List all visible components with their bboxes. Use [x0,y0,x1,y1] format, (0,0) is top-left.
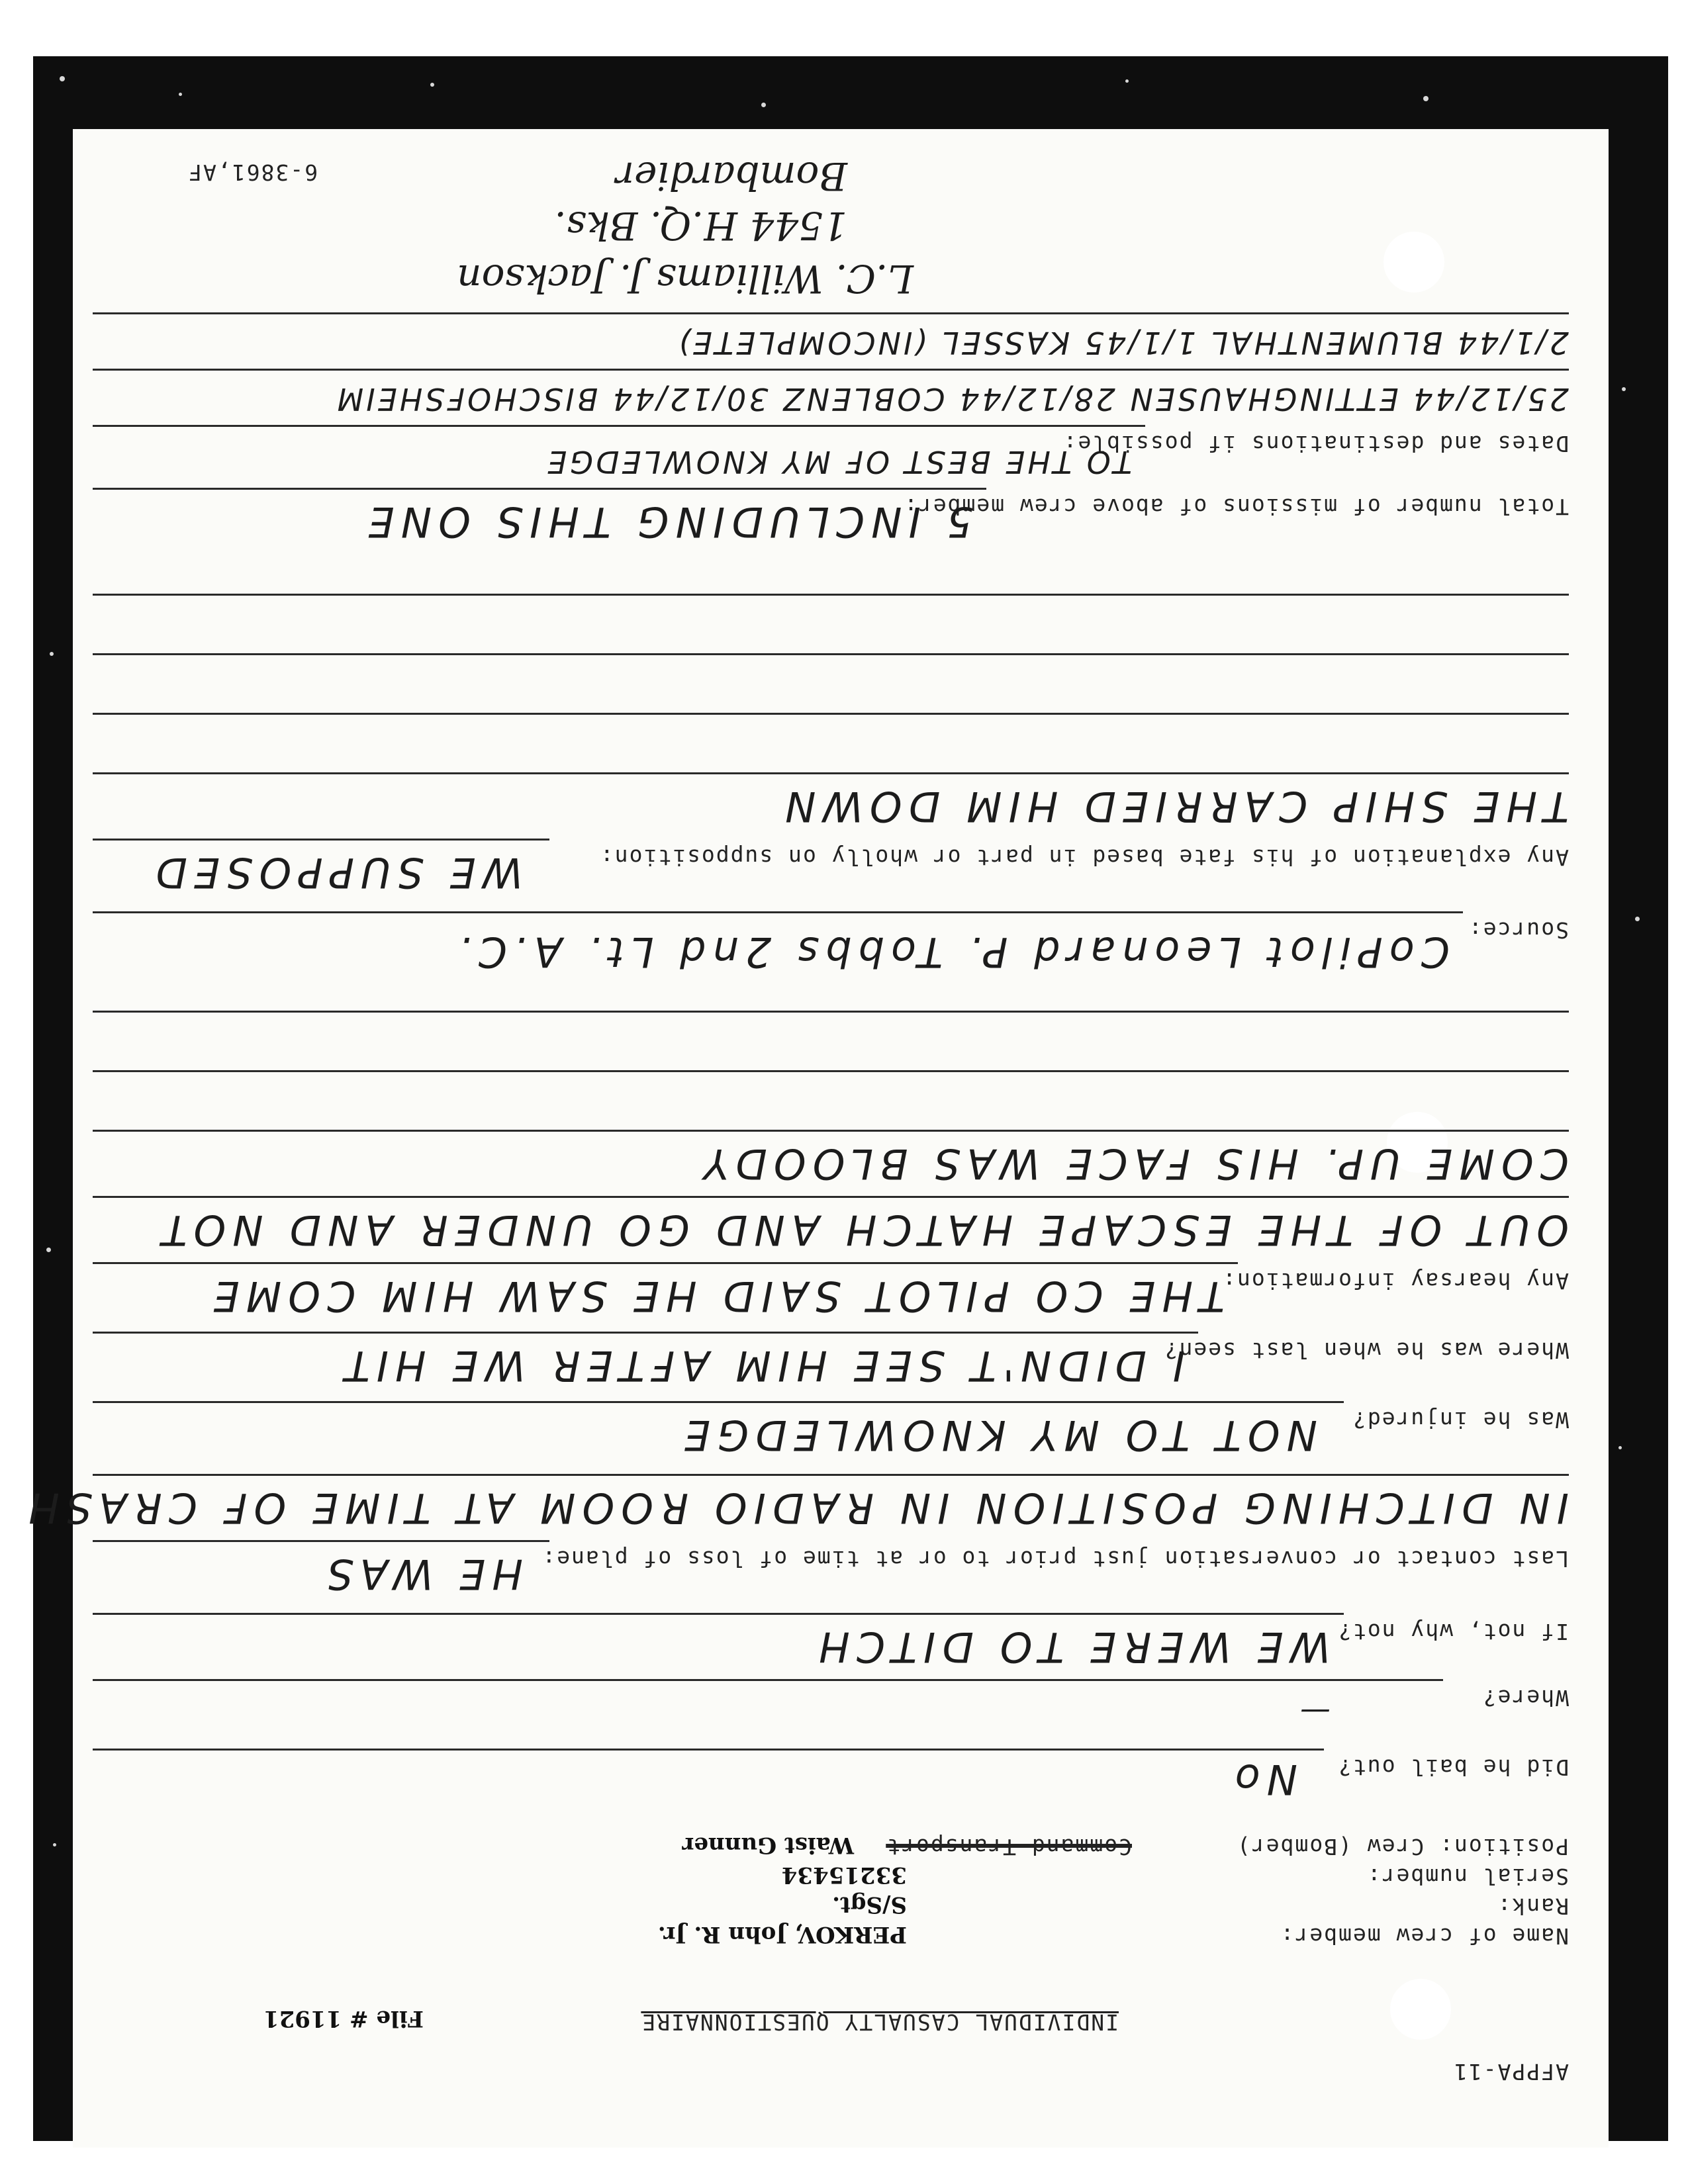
injured-label: Was he injured? [1351,1407,1569,1433]
bail-out-label: Did he bail out? [1337,1754,1569,1780]
answer-line [93,1474,1569,1476]
dates-answer-line-2: 2/1/44 BLUMENTHAL 1/1/45 KASSEL (INCOMPLETE) [676,325,1569,361]
answer-line [93,1540,549,1542]
answer-line [93,839,549,841]
hearsay-answer-3: COME UP. HIS FACE WAS BLOODY [697,1140,1569,1188]
position-label: Position: Crew (Bomber) [1236,1834,1569,1860]
form-title: INDIVIDUAL CASUALTY QUESTIONNAIRE [641,2009,1119,2035]
dates-answer-line-1: 25/12/44 ETTINGHAUSEN 28/12/44 COBLENZ 30/12/44 BISCHOFSHEIM [334,381,1569,417]
last-seen-answer: I DIDN'T SEE HIM AFTER WE HIT [338,1342,1185,1390]
answer-line [93,653,1569,655]
last-seen-label: Where was he when last seen? [1163,1338,1569,1363]
position-value: Waist Gunner [682,1832,854,1858]
answer-line [93,594,1569,596]
serial-label: Serial number: [1366,1864,1569,1889]
serial-value: 33215434 [781,1862,907,1888]
explanation-answer-1: WE SUPPOSED [149,848,523,897]
crew-name-value: PERKOV, John R. Jr. [657,1921,907,1948]
file-number-stamp: File # 11921 [263,2005,424,2032]
explanation-label: Any explanation of his fate based in part or wholly on supposition: [598,844,1569,870]
answer-line [93,1262,1238,1264]
last-contact-answer-2: IN DITCHING POSITION IN RADIO ROOM AT TIME OF CRASH [22,1484,1569,1532]
injured-answer: NOT TO MY KNOWLEDGE [677,1411,1317,1459]
answer-line [93,911,1463,913]
last-contact-label: Last contact or conversation just prior to or at time of loss of plane: [541,1546,1569,1572]
source-label: Source: [1467,917,1569,943]
answer-line [93,1332,1198,1334]
dates-label: Dates and destinations if possible: [1062,431,1569,457]
source-answer: CoPilot Leonard P. Tobbs 2nd Lt. A.C. [452,928,1450,976]
why-not-answer: WE WERE TO DITCH [812,1623,1331,1671]
signature: L.C. Williams J. Jackson [457,256,914,301]
answer-line [93,369,1569,371]
answer-line [93,425,1145,427]
position-struck-text: Command Transport [886,1834,1132,1860]
form-id: AFPPA-11 [1453,2059,1569,2085]
crew-name-label: Name of crew member: [1279,1923,1569,1949]
hearsay-label: Any hearsay information: [1221,1268,1569,1294]
answer-line [93,1401,1344,1403]
questionnaire-page [22,129,1609,2148]
answer-line [93,772,1569,774]
upside-down-form [22,129,1609,2148]
where-answer: — [1297,1695,1331,1731]
answer-line [93,1749,1324,1751]
signature-role: Bombardier [616,154,847,199]
hearsay-answer-2: OUT OF THE ESCAPE HATCH AND GO UNDER AND NOT [155,1206,1569,1254]
explanation-answer-2: THE SHIP CARRIED HIM DOWN [778,782,1569,831]
last-contact-answer-1: HE WAS [320,1550,523,1598]
answer-line [93,1613,1344,1615]
answer-line [93,312,1569,314]
rank-label: Rank: [1496,1893,1569,1919]
where-label: Where? [1481,1685,1569,1711]
answer-line [93,1070,1569,1072]
why-not-label: If not, why not? [1337,1619,1569,1645]
footer-form-code: 6-3861,AF [187,159,318,185]
answer-line [93,713,1569,715]
missions-total-label: Total number of missions of above crew member: [903,494,1569,520]
rank-value: S/Sgt. [832,1891,907,1918]
bail-out-answer: No [1228,1755,1297,1803]
hearsay-answer-1: THE CO PILOT SAID HE SAW HIM COME [207,1272,1225,1320]
answer-line [93,1011,1569,1013]
answer-line [93,1130,1569,1132]
answer-line [93,488,986,490]
answer-line [93,1196,1569,1198]
signature-unit: 1544 H.Q. Bks. [554,203,847,248]
dates-answer: TO THE BEST OF MY KNOWLEDGE [545,444,1132,480]
missions-total-answer: 5 INCLUDING THIS ONE [361,498,973,546]
answer-line [93,1679,1443,1681]
